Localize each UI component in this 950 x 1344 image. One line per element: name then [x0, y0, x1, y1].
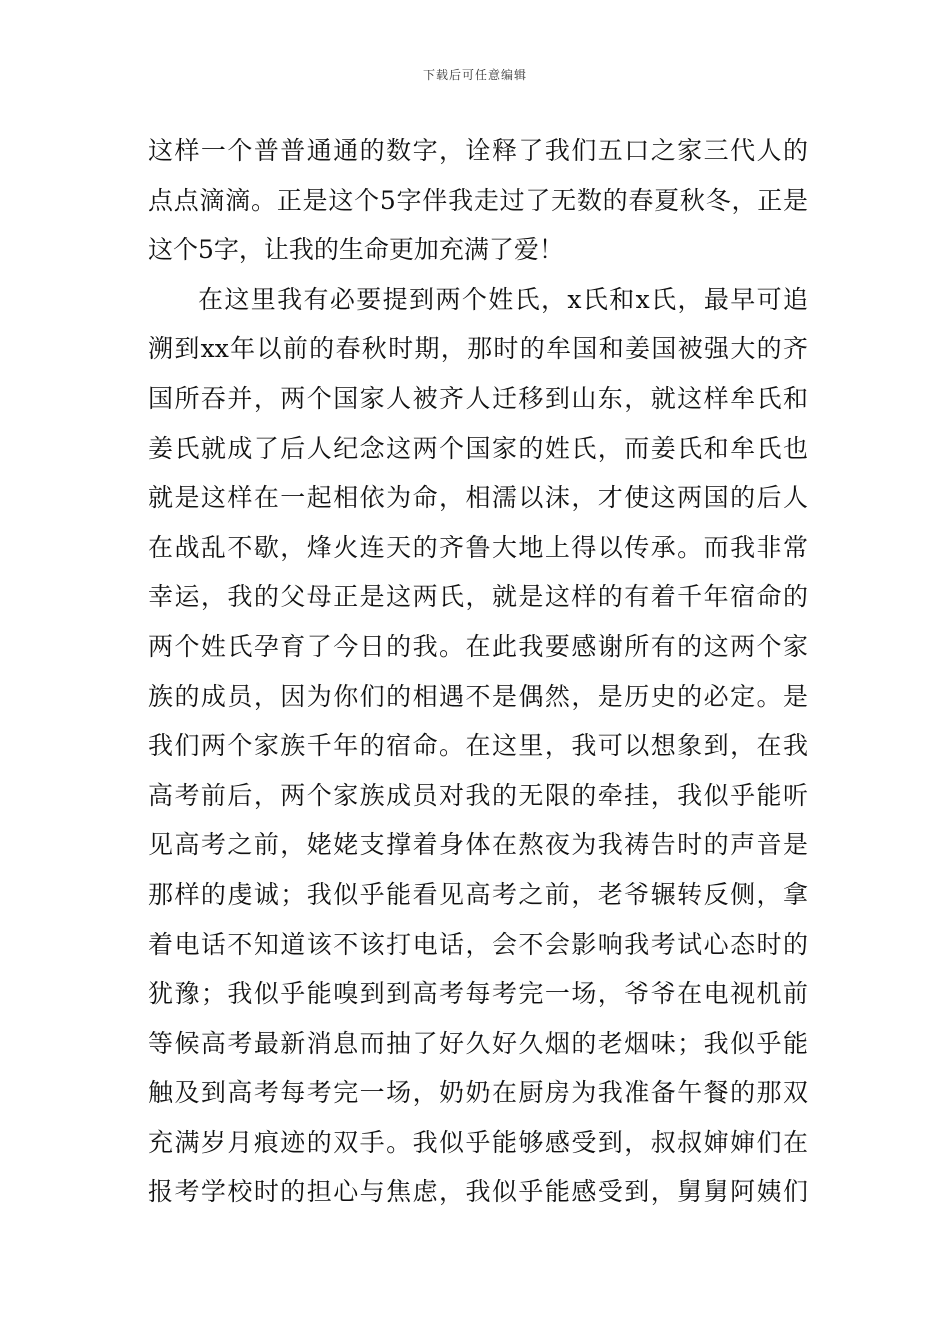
- text-line: 这个5字，让我的生命更加充满了爱！: [148, 235, 564, 265]
- text-line: 充满岁月痕迹的双手。我似乎能够感受到，叔叔婶婶们在: [148, 1127, 808, 1157]
- text-line: 点点滴滴。正是这个5字伴我走过了无数的春夏秋冬，正是: [148, 185, 808, 215]
- document-body: [148, 126, 808, 1217]
- text-line: 那样的虔诚；我似乎能看见高考之前，老爷辗转反侧，拿: [148, 879, 808, 909]
- text-line: 着电话不知道该不该打电话，会不会影响我考试心态时的: [148, 929, 808, 959]
- text-line: 在战乱不歇，烽火连天的齐鲁大地上得以传承。而我非常: [148, 532, 808, 562]
- text-line: 等候高考最新消息而抽了好久好久烟的老烟味；我似乎能: [148, 1028, 808, 1058]
- text-line: 犹豫；我似乎能嗅到到高考每考完一场，爷爷在电视机前: [148, 979, 808, 1009]
- text-line: 族的成员，因为你们的相遇不是偶然，是历史的必定。是: [148, 681, 808, 711]
- text-line: 就是这样在一起相依为命，相濡以沫，才使这两国的后人: [148, 483, 808, 513]
- text-line: 溯到xx年以前的春秋时期，那时的牟国和姜国被强大的齐: [148, 334, 808, 364]
- text-line: 我们两个家族千年的宿命。在这里，我可以想象到，在我: [148, 731, 808, 761]
- text-line: 见高考之前，姥姥支撑着身体在熬夜为我祷告时的声音是: [148, 830, 808, 860]
- text-line: 国所吞并，两个国家人被齐人迁移到山东，就这样牟氏和: [148, 383, 808, 413]
- page-header-note: 下载后可任意编辑: [422, 68, 527, 82]
- text-line: 在这里我有必要提到两个姓氏，x氏和x氏，最早可追: [198, 284, 808, 314]
- text-line: 报考学校时的担心与焦虑，我似乎能感受到，舅舅阿姨们: [148, 1177, 808, 1207]
- text-line: 高考前后，两个家族成员对我的无限的牵挂，我似乎能听: [148, 780, 808, 810]
- text-line: 两个姓氏孕育了今日的我。在此我要感谢所有的这两个家: [148, 631, 808, 661]
- text-line: 幸运，我的父母正是这两氏，就是这样的有着千年宿命的: [148, 582, 808, 612]
- text-line: 这样一个普普通通的数字，诠释了我们五口之家三代人的: [148, 136, 808, 165]
- text-line: 姜氏就成了后人纪念这两个国家的姓氏，而姜氏和牟氏也: [148, 433, 808, 463]
- text-line: 触及到高考每考完一场，奶奶在厨房为我准备午餐的那双: [148, 1078, 808, 1108]
